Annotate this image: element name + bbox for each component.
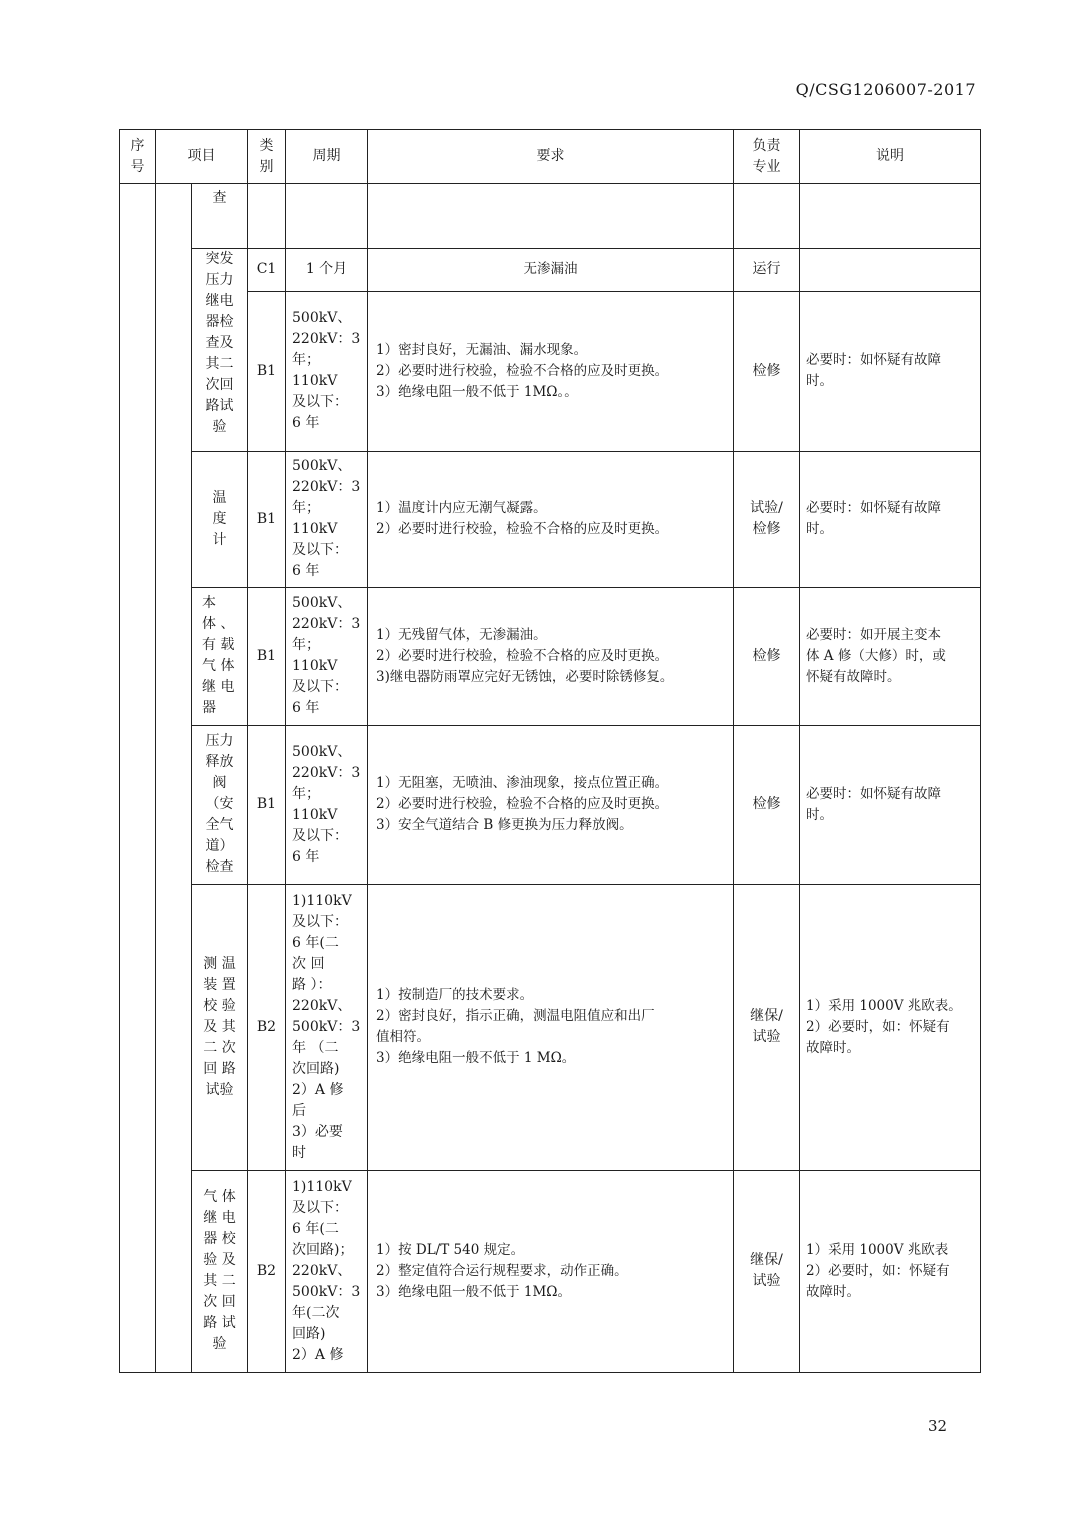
- table-header-row: [120, 130, 981, 184]
- col-header-requirement: 要求: [368, 130, 734, 184]
- dept-cell: 运行: [734, 249, 800, 292]
- dept-cell: 继保/ 试验: [734, 884, 800, 1170]
- col-header-period: 周期: [286, 130, 368, 184]
- item-cell: 测 温 装 置 校 验 及 其 二 次 回 路 试验: [192, 884, 248, 1170]
- period-cell: [286, 184, 368, 249]
- item-cell: 本 体 、 有 载 气 体 继 电 器: [192, 587, 248, 725]
- period-cell: 1 个月: [286, 249, 368, 292]
- table-row: [120, 1170, 981, 1372]
- category-cell: C1: [248, 249, 286, 292]
- requirement-cell: 1）按 DL/T 540 规定。 2）整定值符合运行规程要求，动作正确。 3）绝缘电阻一般不低于 1MΩ。: [368, 1170, 734, 1372]
- item-cell: 查: [192, 184, 248, 249]
- dept-cell: [734, 184, 800, 249]
- standard-code: Q/CSG1206007-2017: [795, 80, 976, 99]
- note-cell: 必要时：如怀疑有故障 时。: [800, 725, 981, 884]
- category-cell: B1: [248, 587, 286, 725]
- period-cell: 1)110kV 及以下： 6 年(二 次回路)； 220kV、 500kV：3 年(二次 回路) 2）A 修: [286, 1170, 368, 1372]
- dept-cell: 检修: [734, 725, 800, 884]
- period-cell: 500kV、 220kV：3 年； 110kV 及以下： 6 年: [286, 587, 368, 725]
- table-row: [120, 884, 981, 1170]
- period-cell: 1)110kV 及以下： 6 年(二 次 回 路 ）： 220kV、 500kV：3 年 （二 次回路) 2）A 修 后 3）必要 时: [286, 884, 368, 1170]
- category-cell: B1: [248, 725, 286, 884]
- category-cell: [248, 184, 286, 249]
- item-cell: 压力 释放 阀 （安 全气 道） 检查: [192, 725, 248, 884]
- note-cell: [800, 184, 981, 249]
- requirement-cell: 1）无阻塞，无喷油、渗油现象，接点位置正确。 2）必要时进行校验，检验不合格的应及时更换。 3）安全气道结合 B 修更换为压力释放阀。: [368, 725, 734, 884]
- period-cell: 500kV、 220kV：3 年； 110kV 及以下： 6 年: [286, 291, 368, 451]
- table-row: [120, 725, 981, 884]
- dept-cell: 检修: [734, 291, 800, 451]
- requirement-cell: 1）密封良好，无漏油、漏水现象。 2）必要时进行校验，检验不合格的应及时更换。 3）绝缘电阻一般不低于 1MΩ。。: [368, 291, 734, 451]
- requirement-cell: 1）按制造厂的技术要求。 2）密封良好，指示正确，测温电阻值应和出厂 值相符。 3）绝缘电阻一般不低于 1 MΩ。: [368, 884, 734, 1170]
- note-cell: 必要时：如开展主变本 体 A 修（大修）时，或 怀疑有故障时。: [800, 587, 981, 725]
- note-cell: 必要时：如怀疑有故障 时。: [800, 291, 981, 451]
- item-cell: 气 体 继 电 器 校 验 及 其 二 次 回 路 试 验: [192, 1170, 248, 1372]
- dept-cell: 试验/ 检修: [734, 451, 800, 587]
- category-cell: B1: [248, 291, 286, 451]
- col-header-category: 类 别: [248, 130, 286, 184]
- period-cell: 500kV、 220kV：3 年； 110kV 及以下： 6 年: [286, 725, 368, 884]
- requirement-cell: 1）无残留气体，无渗漏油。 2）必要时进行校验，检验不合格的应及时更换。 3)继电器防雨罩应完好无锈蚀，必要时除锈修复。: [368, 587, 734, 725]
- col-header-seq: 序 号: [120, 130, 156, 184]
- item-cell: 突发 压力: [192, 249, 248, 292]
- note-cell: [800, 249, 981, 292]
- note-cell: 必要时：如怀疑有故障 时。: [800, 451, 981, 587]
- item-cell: 继电 器检 查及 其二 次回 路试 验: [192, 291, 248, 451]
- item-cell: 温 度 计: [192, 451, 248, 587]
- requirement-cell: [368, 184, 734, 249]
- category-cell: B2: [248, 1170, 286, 1372]
- table-row: [120, 184, 981, 249]
- category-cell: B2: [248, 884, 286, 1170]
- category-cell: B1: [248, 451, 286, 587]
- col-header-item: 项目: [156, 130, 248, 184]
- note-cell: 1）采用 1000V 兆欧表 2）必要时，如：怀疑有 故障时。: [800, 1170, 981, 1372]
- col-header-note: 说明: [800, 130, 981, 184]
- period-cell: 500kV、 220kV：3 年； 110kV 及以下： 6 年: [286, 451, 368, 587]
- table-row: [120, 451, 981, 587]
- dept-cell: 继保/ 试验: [734, 1170, 800, 1372]
- note-cell: 1）采用 1000V 兆欧表。 2）必要时，如：怀疑有 故障时。: [800, 884, 981, 1170]
- col-header-dept: 负责 专业: [734, 130, 800, 184]
- seq-cell: [120, 184, 156, 1373]
- table-row: [120, 587, 981, 725]
- requirement-cell: 1）温度计内应无潮气凝露。 2）必要时进行校验，检验不合格的应及时更换。: [368, 451, 734, 587]
- table-row: [120, 249, 981, 292]
- dept-cell: 检修: [734, 587, 800, 725]
- maintenance-spec-table: [119, 129, 981, 1373]
- table-row: [120, 291, 981, 451]
- group-cell: [156, 184, 192, 1373]
- requirement-cell: 无渗漏油: [368, 249, 734, 292]
- page-number: 32: [928, 1417, 948, 1435]
